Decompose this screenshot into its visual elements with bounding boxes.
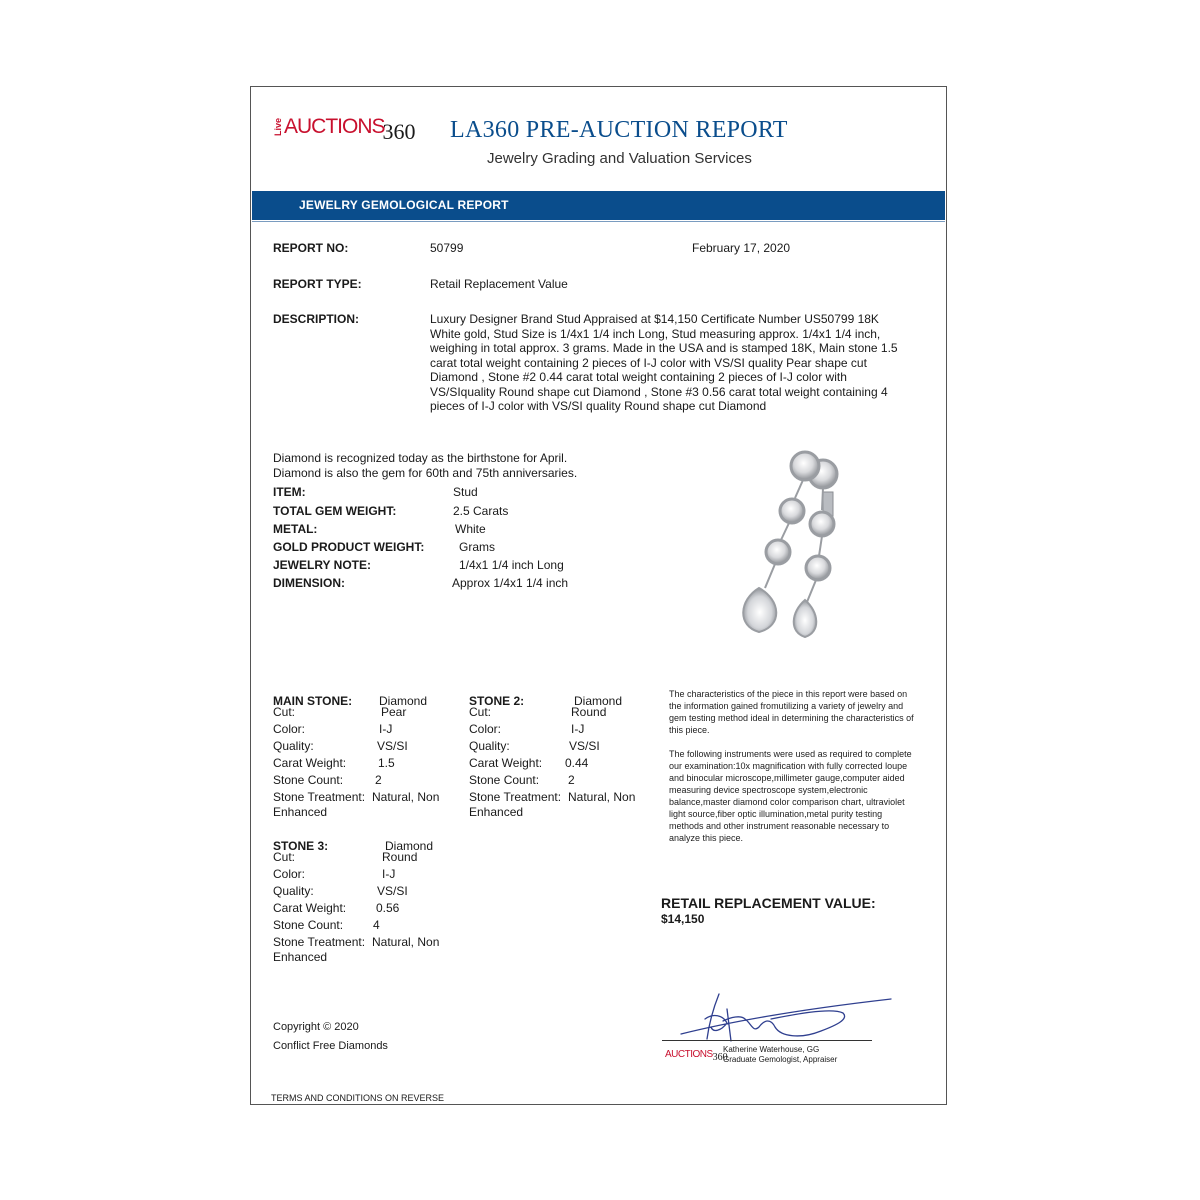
detail-label-jewelry-note: JEWELRY NOTE: xyxy=(273,558,372,572)
stone-2-treatment: Natural, Non xyxy=(568,790,636,804)
earrings-photo xyxy=(681,442,913,668)
conflict-free-note: Conflict Free Diamonds xyxy=(273,1040,388,1052)
stone-3-color-label: Color: xyxy=(273,867,306,881)
birthstone-note xyxy=(273,451,613,481)
stone-3-weight-label: Carat Weight: xyxy=(273,901,347,915)
main-stone-treatment-2: Enhanced xyxy=(273,805,328,819)
stone-2-weight-label: Carat Weight: xyxy=(469,756,543,770)
detail-value-dimension: Approx 1/4x1 1/4 inch xyxy=(452,576,569,590)
stone-2-quality: VS/SI xyxy=(569,739,600,753)
detail-label-gem-weight: TOTAL GEM WEIGHT: xyxy=(273,504,397,518)
detail-value-jewelry-note: 1/4x1 1/4 inch Long xyxy=(459,558,564,572)
appraiser-title: Graduate Gemologist, Appraiser xyxy=(723,1055,838,1064)
report-type-value: Retail Replacement Value xyxy=(430,277,568,291)
stone-3-count: 4 xyxy=(373,918,380,932)
stone-2-count: 2 xyxy=(568,773,575,787)
banner-divider xyxy=(252,221,945,222)
examination-note-2: The following instruments were used as required to complete our examination:10x magnification with fully corrected loupe and binocular microscope,millimeter gauge,computer aided measuring device spectroscope system,electronic balance,master diamond color comparison chart, ultraviolet light source,fiber optic illumination,metal purity testing methods and other instrument reasonable necessary to analyze this piece. xyxy=(669,749,912,843)
copyright: Copyright © 2020 xyxy=(273,1021,359,1033)
birthstone-line-1: Diamond is recognized today as the birthstone for April. xyxy=(273,451,568,465)
examination-note-1: The characteristics of the piece in this report were based on the information gained fromutilizing a variety of jewelry and gem testing method ideal in determining the characteristics of this piece. xyxy=(669,689,914,735)
stone-3-color: I-J xyxy=(382,867,396,881)
stone-3-treatment-2: Enhanced xyxy=(273,950,328,964)
detail-value-gem-weight: 2.5 Carats xyxy=(453,504,509,518)
stone-3-cut: Round xyxy=(382,850,418,864)
appraiser-logo xyxy=(665,1044,728,1063)
stone-2-type: Diamond xyxy=(574,694,623,708)
stone-2-treatment-2: Enhanced xyxy=(469,805,524,819)
stone-2-color: I-J xyxy=(571,722,585,736)
detail-value-item: Stud xyxy=(453,485,478,499)
stone-2-weight: 0.44 xyxy=(565,756,589,770)
main-stone-count: 2 xyxy=(375,773,382,787)
stone-3-quality-label: Quality: xyxy=(273,884,314,898)
stone-3-cut-label: Cut: xyxy=(273,850,296,864)
stone-3-treatment-label: Stone Treatment: xyxy=(273,935,366,949)
logo-auctions-text: AUCTIONS xyxy=(284,115,385,138)
main-stone-color-label: Color: xyxy=(273,722,306,736)
stone-2-cut-label: Cut: xyxy=(469,705,492,719)
stone-2-color-label: Color: xyxy=(469,722,502,736)
logo-live-text: Live xyxy=(273,117,283,136)
appraiser-logo-360: 360 xyxy=(712,1052,728,1063)
main-stone-treatment: Natural, Non xyxy=(372,790,440,804)
main-stone-heading: MAIN STONE: xyxy=(273,694,353,708)
main-stone-color: I-J xyxy=(379,722,393,736)
stone-2-treatment-label: Stone Treatment: xyxy=(469,790,562,804)
main-stone-quality-label: Quality: xyxy=(273,739,314,753)
main-stone-cut: Pear xyxy=(381,705,407,719)
birthstone-line-2: Diamond is also the gem for 60th and 75th anniversaries. xyxy=(273,466,578,480)
description-text: Luxury Designer Brand Stud Appraised at $14,150 Certificate Number US50799 18K White gold, Stud Size is 1/4x1 1/4 inch Long, Stud measuring approx. 1/4x1 1/4 inch, weighing in total approx. 3 grams. Made in the USA and is stamped 18K, Main stone 1.5 carat total weight containing 2 pieces of I-J color with VS/SI quality Pear shape cut Diamond , Stone #2 0.44 carat total weight containing 2 pieces of I-J color with VS/SIquality Round shape cut Diamond , Stone #3 0.56 carat total weight containing 4 pieces of I-J color with VS/SI quality Round shape cut Diamond xyxy=(430,312,898,413)
stone-3-treatment: Natural, Non xyxy=(372,935,440,949)
report-date: February 17, 2020 xyxy=(692,241,791,255)
main-stone-treatment-label: Stone Treatment: xyxy=(273,790,366,804)
detail-label-dimension: DIMENSION: xyxy=(273,576,345,590)
stone-2-quality-label: Quality: xyxy=(469,739,510,753)
stone-3-type: Diamond xyxy=(385,839,434,853)
stone-2-heading: STONE 2: xyxy=(469,694,525,708)
stone-3-count-label: Stone Count: xyxy=(273,918,344,932)
stone-3-quality: VS/SI xyxy=(377,884,408,898)
stone-2-cut: Round xyxy=(571,705,607,719)
detail-value-gold-weight: Grams xyxy=(459,540,495,554)
main-stone-cut-label: Cut: xyxy=(273,705,296,719)
report-type-label: REPORT TYPE: xyxy=(273,277,362,291)
detail-label-metal: METAL: xyxy=(273,522,318,536)
detail-label-item: ITEM: xyxy=(273,485,306,499)
appraiser-name: Katherine Waterhouse, GG xyxy=(723,1045,820,1054)
appraiser-logo-auctions: AUCTIONS xyxy=(665,1049,713,1060)
brand-logo xyxy=(273,115,416,145)
detail-value-metal: White xyxy=(455,522,486,536)
report-no-value: 50799 xyxy=(430,241,464,255)
report-subtitle: Jewelry Grading and Valuation Services xyxy=(487,150,752,167)
retail-value-label: RETAIL REPLACEMENT VALUE: xyxy=(661,895,876,911)
stone-3-weight: 0.56 xyxy=(376,901,400,915)
retail-value-amount: $14,150 xyxy=(661,912,705,926)
detail-label-gold-weight: GOLD PRODUCT WEIGHT: xyxy=(273,540,425,554)
terms-note: TERMS AND CONDITIONS ON REVERSE xyxy=(271,1093,445,1103)
main-stone-quality: VS/SI xyxy=(377,739,408,753)
main-stone-type: Diamond xyxy=(379,694,428,708)
signature-line xyxy=(662,1040,872,1041)
main-stone-count-label: Stone Count: xyxy=(273,773,344,787)
report-title: LA360 PRE-AUCTION REPORT xyxy=(450,117,788,143)
report-sheet xyxy=(250,86,947,1105)
stone-2-count-label: Stone Count: xyxy=(469,773,540,787)
section-banner: JEWELRY GEMOLOGICAL REPORT xyxy=(252,191,945,220)
main-stone-weight: 1.5 xyxy=(378,756,395,770)
stone-3-heading: STONE 3: xyxy=(273,839,329,853)
description-label: DESCRIPTION: xyxy=(273,312,360,326)
report-no-label: REPORT NO: xyxy=(273,241,349,255)
main-stone-weight-label: Carat Weight: xyxy=(273,756,347,770)
logo-360-text: 360 xyxy=(382,119,416,145)
appraiser-credit xyxy=(723,1045,837,1065)
